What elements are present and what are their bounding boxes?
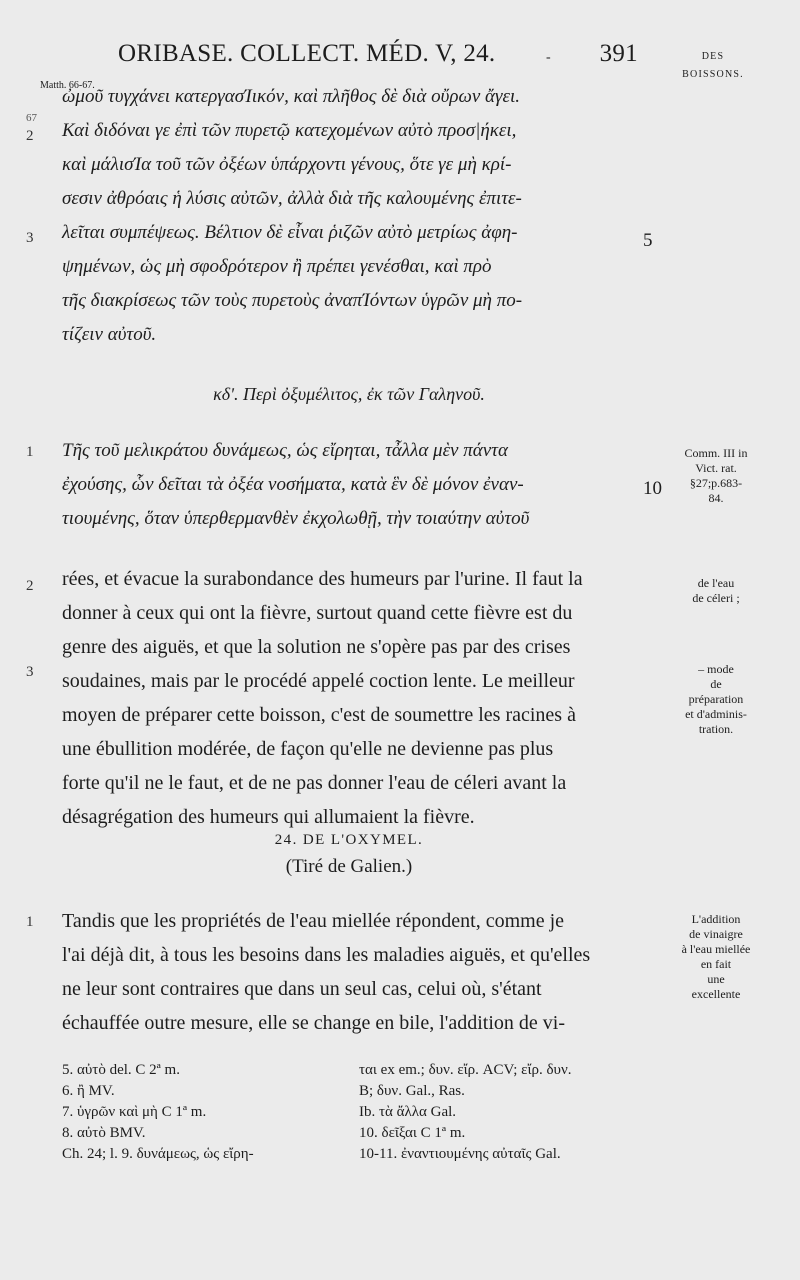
greek-paragraph-1 xyxy=(62,80,636,352)
text-line: ἐχούσης, ὧν δεῖται τὰ ὀξέα νοσήματα, κατὰ ἓν δὲ μόνον ἐναν- xyxy=(62,474,524,495)
footnote: Ch. 24; l. 9. δυνάμεως, ὡς εἴρη- xyxy=(62,1146,254,1162)
footnote: 7. ὑγρῶν καὶ μὴ C 1ª m. xyxy=(62,1104,207,1120)
text-line: ψημένων, ὡς μὴ σφοδρότερον ἢ πρέπει γενέσθαι, καὶ πρὸ xyxy=(62,256,492,277)
footnote: 10. δεῖξαι C 1ª m. xyxy=(359,1125,466,1141)
side-note-commentary: Comm. III in Vict. rat. §27;p.683- 84. xyxy=(684,446,748,505)
text-line: καὶ μάλισΊα τοῦ τῶν ὀξέων ὑπάρχοντι γένους, ὅτε γε μὴ κρί- xyxy=(62,154,512,175)
margin-number: 3 xyxy=(26,664,34,680)
greek-chapter-title: κδʹ. Περὶ ὀξυμέλιτος, ἐκ τῶν Γαληνοῦ. xyxy=(213,384,485,404)
side-note-addition: L'addition de vinaigre à l'eau miellée en fait une excellente xyxy=(681,912,751,1001)
text-line: une ébullition modérée, de façon qu'elle ne devienne pas plus xyxy=(62,738,554,760)
section-heading-line: DES xyxy=(701,51,725,62)
section-heading-line: BOISSONS. xyxy=(682,69,744,80)
margin-number: 2 xyxy=(26,128,34,144)
text-line: Τῆς τοῦ μελικράτου δυνάμεως, ὡς εἴρηται, τἆλλα μὲν πάντα xyxy=(62,440,508,461)
footnote-row xyxy=(62,1144,636,1165)
line-number: 10 xyxy=(643,478,662,499)
text-line: moyen de préparer cette boisson, c'est de soumettre les racines à xyxy=(62,704,576,726)
running-header xyxy=(118,40,638,68)
french-paragraph-1 xyxy=(62,562,636,834)
footnote-row xyxy=(62,1060,636,1081)
line-number: 5 xyxy=(643,230,653,251)
footnote: B; δυν. Gal., Ras. xyxy=(359,1083,465,1099)
footnote: 5. αὐτὸ del. C 2ª m. xyxy=(62,1062,180,1078)
margin-number: 67 xyxy=(26,112,37,124)
text-line: désagrégation des humeurs qui allumaient la fièvre. xyxy=(62,806,475,828)
text-line: Tandis que les propriétés de l'eau miellée répondent, comme je xyxy=(62,910,565,932)
matthaei-reference: Matth. 66-67. xyxy=(40,80,95,91)
text-line: λεῖται συμπέψεως. Βέλτιον δὲ εἶναι ῥιζῶν αὐτὸ μετρίως ἀφη- xyxy=(62,222,518,243)
footnote-row xyxy=(62,1123,636,1144)
page-number: 391 xyxy=(599,40,638,67)
french-paragraph-2 xyxy=(62,904,636,1040)
margin-number: 1 xyxy=(26,444,34,460)
header-tick: - xyxy=(546,50,552,65)
french-chapter-title: 24. DE L'OXYMEL. xyxy=(274,832,424,848)
text-line: rées, et évacue la surabondance des humeurs par l'urine. Il faut la xyxy=(62,568,583,590)
footnote: ται ex em.; δυν. εἴρ. ACV; εἴρ. δυν. xyxy=(359,1062,572,1078)
footnote: 6. ἢ MV. xyxy=(62,1083,115,1099)
text-line: l'ai déjà dit, à tous les besoins dans les maladies aiguës, et qu'elles xyxy=(62,944,591,966)
text-line: ὠμοῦ τυγχάνει κατεργασΊικόν, καὶ πλῆθος δὲ διὰ οὔρων ἄγει. xyxy=(62,86,521,107)
text-line: forte qu'il ne le faut, et de ne pas donner l'eau de céleri avant la xyxy=(62,772,567,794)
footnote-row xyxy=(62,1081,636,1102)
footnote-row xyxy=(62,1102,636,1123)
side-note-celeri: de l'eau de céleri ; xyxy=(692,576,740,605)
greek-paragraph-2 xyxy=(62,434,636,536)
text-line: σεσιν ἀθρόαις ἡ λύσις αὐτῶν, ἀλλὰ διὰ τῆς καλουμένης ἐπιτε- xyxy=(62,188,522,209)
footnote: Ib. τὰ ἄλλα Gal. xyxy=(359,1104,457,1120)
text-line: genre des aiguës, et que la solution ne s'opère pas par des crises xyxy=(62,636,571,658)
text-line: Καὶ διδόναι γε ἐπὶ τῶν πυρετῷ κατεχομένων αὐτὸ προσ|ήκει, xyxy=(62,120,517,141)
side-note-mode: – mode de préparation et d'adminis- tration. xyxy=(685,662,747,736)
text-line: ne leur sont contraires que dans un seul cas, celui où, s'étant xyxy=(62,978,542,1000)
margin-number: 2 xyxy=(26,578,34,594)
text-line: échauffée outre mesure, elle se change en bile, l'addition de vi- xyxy=(62,1012,566,1034)
text-line: τίζειν αὐτοῦ. xyxy=(62,324,157,345)
footnote: 8. αὐτὸ BMV. xyxy=(62,1125,146,1141)
section-heading-margin xyxy=(668,48,758,84)
running-title: ORIBASE. COLLECT. MÉD. V, 24. xyxy=(118,40,496,67)
margin-number: 3 xyxy=(26,230,34,246)
text-line: τῆς διακρίσεως τῶν τοὺς πυρετοὺς ἀναπΊόντων ὑγρῶν μὴ πο- xyxy=(62,290,523,311)
text-line: τιουμένης, ὅταν ὑπερθερμανθὲν ἐκχολωθῇ, τὴν τοιαύτην αὐτοῦ xyxy=(62,508,530,529)
text-line: soudaines, mais par le procédé appelé coction lente. Le meilleur xyxy=(62,670,575,692)
critical-apparatus xyxy=(62,1060,636,1165)
footnote: 10-11. ἐναντιουμένης αὐταῖς Gal. xyxy=(359,1146,561,1162)
margin-number: 1 xyxy=(26,914,34,930)
french-chapter-subtitle: (Tiré de Galien.) xyxy=(285,856,413,877)
text-line: donner à ceux qui ont la fièvre, surtout quand cette fièvre est du xyxy=(62,602,573,624)
